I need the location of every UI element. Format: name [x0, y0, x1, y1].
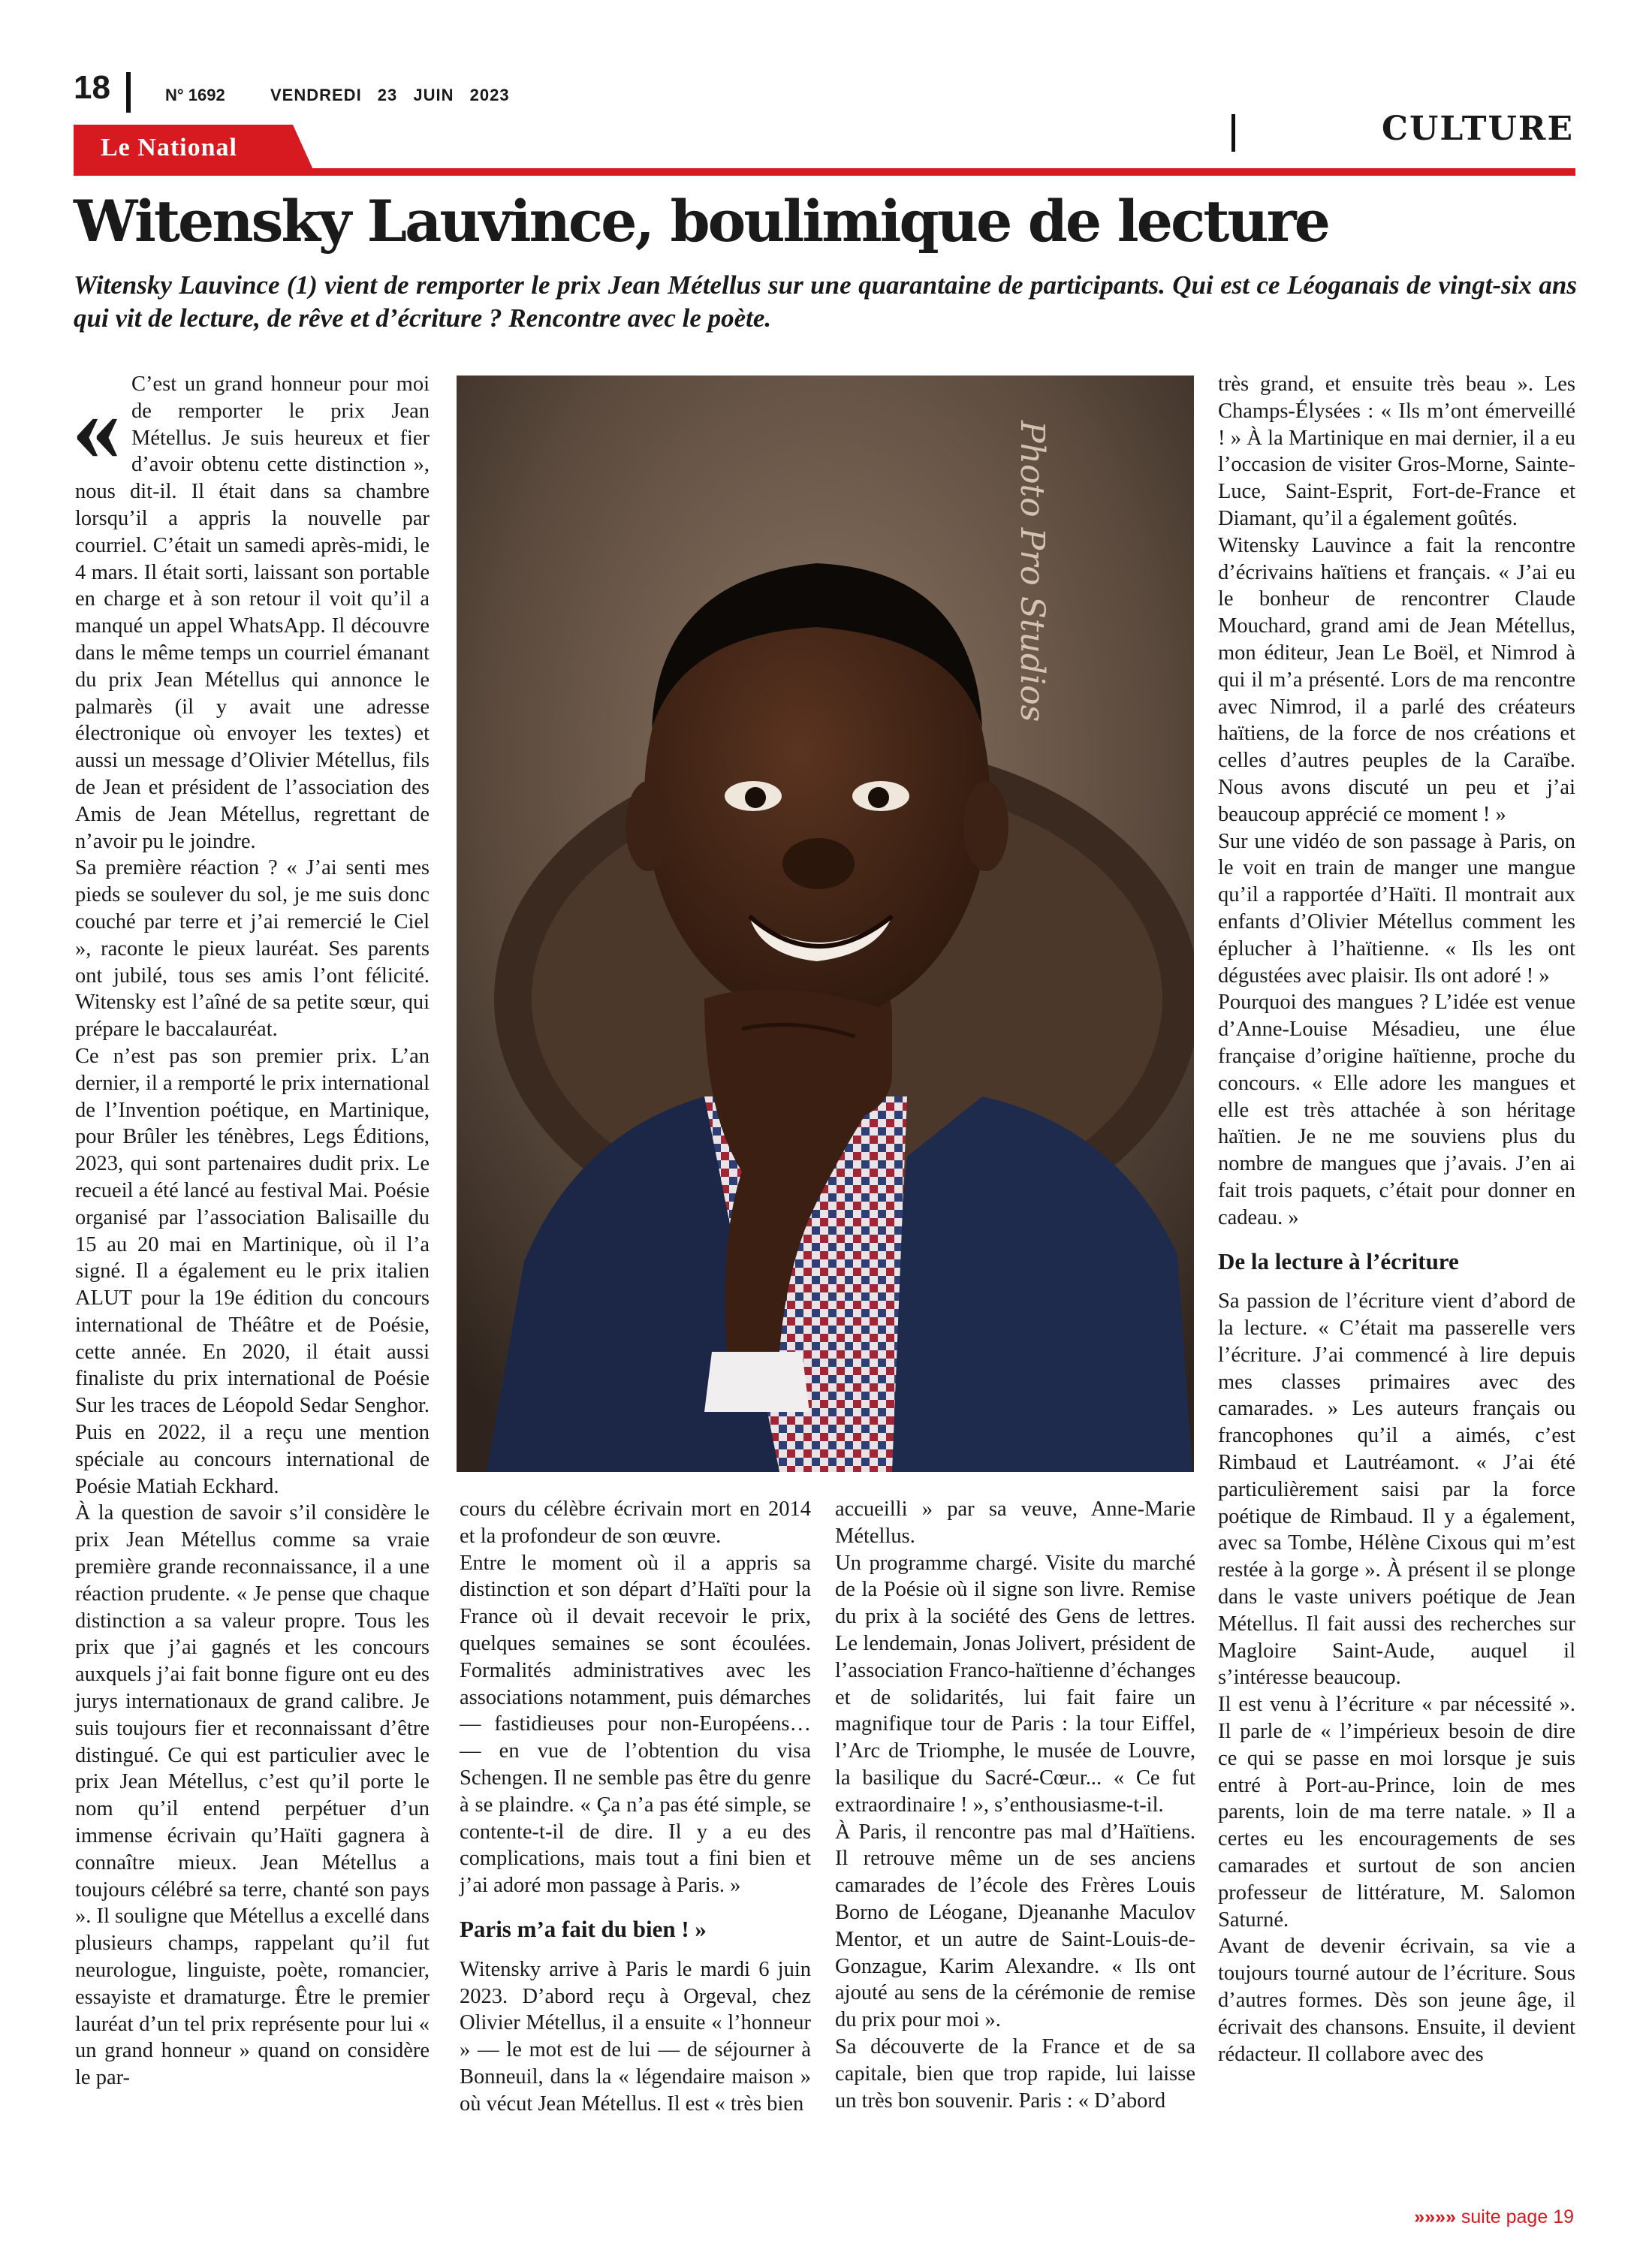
paragraph: Sa découverte de la France et de sa capitale, bien que trop rapide, lui laisse un très bon souvenir. Paris : « D’abord	[835, 2034, 1195, 2113]
paragraph: Ce n’est pas son premier prix. L’an dernier, il a remporté le prix international de l’Invention poétique, en Martinique, pour Brûler les ténèbres, Legs Éditions, 2023, qui sont partenaires dudit prix. Le recueil a été lancé au festival Mai. Poésie organisé par l’association Balisaille du 15 au 20 mai en Martinique, où il l’a signé. Il a également eu le prix italien ALUT pour la 19e édition du concours international de Théâtre et de Poésie, cette année. En 2020, il était aussi finaliste du prix international de Poésie Sur les traces de Léopold Sedar Senghor. Puis en 2022, il a reçu une mention spéciale au concours international de Poésie Matiah Eckhard.	[75, 1044, 430, 1498]
paragraph: Il est venu à l’écriture « par nécessité ». Il parle de « l’impérieux besoin de dire ce qui se passe en moi lorsque je suis entré à Port-au-Prince, loin de mes parents, loin de ma terre natale. » Il a certes eu les encouragements de ses camarades et surtout de son ancien professeur de littérature, M. Salomon Saturné.	[1218, 1693, 1575, 1932]
column-1	[72, 371, 430, 2092]
paragraph: Un programme chargé. Visite du marché de la Poésie où il signe son livre. Remise du prix à la société des Gens de lettres. Le lendemain, Jonas Jolivert, président de l’association Franco-haïtienne d’échanges et de solidarités, lui fait faire un magnifique tour de Paris : la tour Eiffel, l’Arc de Triomphe, le musée de Louvre, la basilique du Sacré-Cœur... « Ce fut extraordinaire ! », s’enthousiasme-t-il.	[835, 1551, 1195, 1817]
paragraph: accueilli » par sa veuve, Anne-Marie Métellus.	[835, 1497, 1195, 1548]
portrait-photo	[457, 376, 1194, 1472]
continuation-text: suite page 19	[1461, 2206, 1574, 2227]
paragraph: très grand, et ensuite très beau ». Les Champs-Élysées : « Ils m’ont émerveillé ! » À la Martinique en mai dernier, il a eu l’occasion de visiter Gros-Morne, Sainte-Luce, Saint-Esprit, Fort-de-France et Diamant, qu’il a également goûtés.	[1218, 372, 1575, 530]
photo-credit: Photo Pro Studios	[1013, 421, 1051, 722]
issue-date: VENDREDI 23 JUIN 2023	[270, 86, 510, 104]
paragraph: Sa première réaction ? « J’ai senti mes pieds se soulever du sol, je me suis donc couché par terre et j’ai remercié le Ciel », raconte le pieux lauréat. Ses parents ont jubilé, tous ses amis l’ont félicité. Witensky est l’aîné de sa petite sœur, qui prépare le baccalauréat.	[75, 856, 430, 1042]
article-lede: Witensky Lauvince (1) vient de remporter le prix Jean Métellus sur une quarantaine de participants. Qui est ce Léoganais de vingt-six ans qui vit de lecture, de rêve et d’écriture ? Rencontre avec le poète.	[74, 270, 1577, 333]
section-divider	[1231, 114, 1235, 152]
continuation-arrows: »»»»	[1414, 2206, 1456, 2227]
newspaper-brand: Le National	[101, 134, 237, 161]
header-divider	[126, 72, 131, 113]
issue-number: N° 1692	[165, 86, 225, 104]
opening-quote-mark: «	[72, 373, 121, 481]
paragraph: cours du célèbre écrivain mort en 2014 et la profondeur de son œuvre.	[460, 1497, 811, 1548]
column-2	[460, 1496, 811, 2118]
paragraph: Sur une vidéo de son passage à Paris, on le voit en train de manger une mangue qu’il a rapportée d’Haïti. Il montrait aux enfants d’Olivier Métellus comment les éplucher à l’haïtienne. « Ils les ont dégustées avec plaisir. Ils ont adoré ! »	[1218, 829, 1575, 988]
paragraph: Avant de devenir écrivain, sa vie a toujours tourné autour de l’écriture. Sous d’autres formes. Dès son jeune âge, il écrivait des chansons. Ensuite, il devient rédacteur. Il collabore avec des	[1218, 1935, 1575, 2066]
paragraph: Entre le moment où il a appris sa distinction et son départ d’Haïti pour la France où il devait recevoir le prix, quelques semaines se sont écoulées. Formalités administratives avec les associations notamment, puis démarches — fastidieuses pour non-Européens… — en vue de l’obtention du visa Schengen. Il ne semble pas être du genre à se plaindre. « Ça n’a pas été simple, se contente-t-il de dire. Il y a eu des complications, mais tout a fini bien et j’ai adoré mon passage à Paris. »	[460, 1551, 811, 1898]
paragraph: À la question de savoir s’il considère le prix Jean Métellus comme sa vraie première grande reconnaissance, il a une réaction prudente. « Je pense que chaque distinction a sa valeur propre. Tous les prix que j’ai gagnés et les concours auxquels j’ai fait bonne figure ont eu des jurys internationaux de grand calibre. Je suis toujours fier et reconnaissant d’être distingué. Ce qui est particulier avec le prix Jean Métellus, c’est qu’il porte le nom qu’il entend perpétuer d’un immense écrivain qu’Haïti gagnera à connaître mieux. Jean Métellus a toujours célébré sa terre, chanté son pays ». Il souligne que Métellus a excellé dans plusieurs champs, rappelant qu’il fut neurologue, linguiste, poète, romancier, essayiste et dramaturge. Être le premier lauréat d’un tel prix représente pour lui « un grand honneur » quand on considère le par-	[75, 1501, 430, 2090]
section-name: CULTURE	[1382, 110, 1574, 148]
page-number: 18	[74, 69, 110, 106]
paragraph: C’est un grand honneur pour moi de remporter le prix Jean Métellus. Je suis heureux et fier d’avoir obtenu cette distinction », nous dit-il. Il était dans sa chambre lorsqu’il a appris la nouvelle par courriel. C’était un samedi après-midi, le 4 mars. Il était sorti, laissant son portable en charge et à son retour il voit qu’il a manqué un appel WhatsApp. Il découvre dans le même temps un courriel émanant du prix Jean Métellus qui annonce le palmarès (il y avait une adresse électronique où envoyer les textes) et aussi un message d’Olivier Métellus, fils de Jean et président de l’association des Amis de Jean Métellus, regrettant de n’avoir pu le joindre.	[75, 372, 430, 853]
subheading: De la lecture à l’écriture	[1218, 1247, 1459, 1274]
subheading: Paris m’a fait du bien ! »	[460, 1915, 707, 1942]
paragraph: Witensky arrive à Paris le mardi 6 juin 2023. D’abord reçu à Orgeval, chez Olivier Métellus, il a ensuite « l’honneur » — le mot est de lui — de séjourner à Bonneuil, dans la « légendaire maison » où vécut Jean Métellus. Il est « très bien	[460, 1957, 811, 2116]
paragraph: Sa passion de l’écriture vient d’abord de la lecture. « C’était ma passerelle vers l’écriture. J’ai commencé à lire depuis mes classes primaires avec des camarades. » Les auteurs français ou francophones qu’il a aimés, c’est Rimbaud et Lautréamont. « J’ai été particulièrement saisi par la force poétique de Rimbaud. Il y a également, avec sa Tombe, Hélène Cixous qui m’est restée à la gorge ». À présent il se plonge dans le vaste univers poétique de Jean Métellus. Il fait aussi des recherches sur Magloire Saint-Aude, auquel il s’intéresse beaucoup.	[1218, 1289, 1575, 1690]
article-title: Witensky Lauvince, boulimique de lecture	[74, 188, 1328, 255]
paragraph: À Paris, il rencontre pas mal d’Haïtiens. Il retrouve même un de ses anciens camarades de l’école des Frères Louis Borno de Léogane, Djeananhe Maculov Mentor, et un autre de Saint-Louis-de-Gonzague, Karim Alexandre. « Ils ont ajouté au sens de la cérémonie de remise du prix pour moi ».	[835, 1820, 1195, 2032]
header-rule	[74, 168, 1575, 176]
column-4	[1218, 371, 1575, 2068]
paragraph: Witensky Lauvince a fait la rencontre d’écrivains haïtiens et français. « J’ai eu le bonheur de rencontrer Claude Mouchard, grand ami de Jean Métellus, mon éditeur, Jean Le Boël, et Nimrod à qui il m’a présenté. Lors de ma rencontre avec Nimrod, il a parlé des créateurs haïtiens, de la force de nos créations et celles d’autres peuples de la Caraïbe. Nous avons discuté un peu et j’ai beaucoup apprécié ce moment ! »	[1218, 533, 1575, 826]
paragraph: Pourquoi des mangues ? L’idée est venue d’Anne-Louise Mésadieu, une élue française d’origine haïtienne, proche du concours. « Elle adore les mangues et elle est très attachée à son héritage haïtien. Je ne me souviens plus du nombre de mangues que j’avais. J’en ai fait trois paquets, c’était pour donner en cadeau. »	[1218, 991, 1575, 1229]
continued-on-link[interactable]	[1414, 2206, 1574, 2228]
column-3	[835, 1496, 1195, 2114]
